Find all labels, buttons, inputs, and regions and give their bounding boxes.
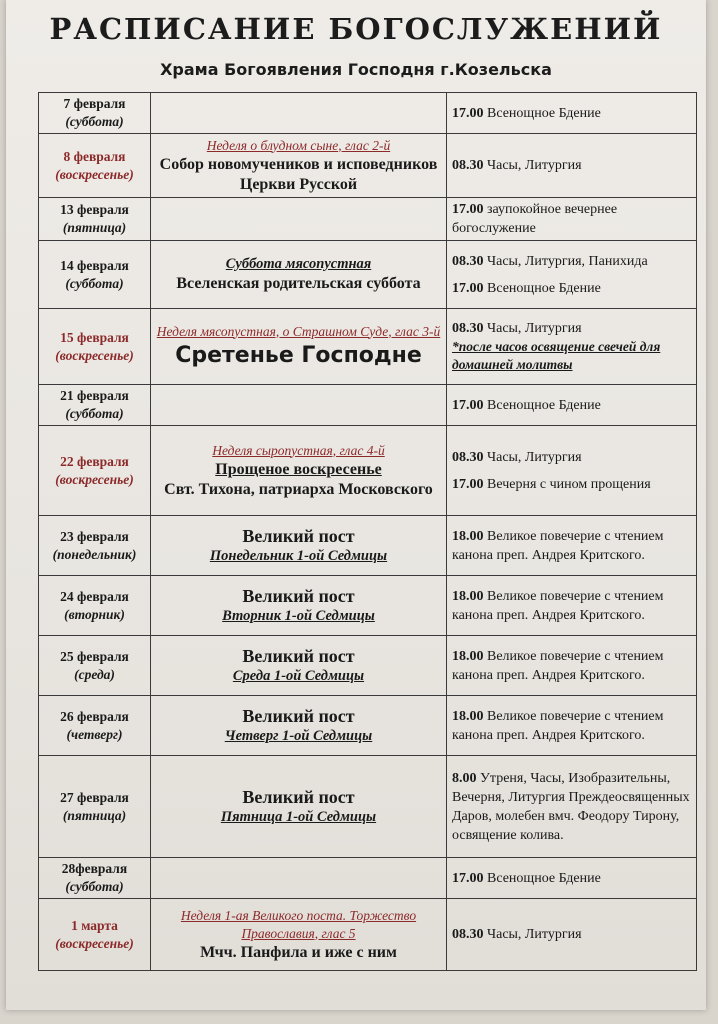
day-cell <box>151 198 447 241</box>
service <box>452 869 691 888</box>
service <box>452 527 691 565</box>
service-text: Утреня, Часы, Изобразительны, Вечерня, Литургия Преждеосвященных Даров, молебен вмч. Феодору Тирону, освящение колива. <box>452 770 690 843</box>
weekday: (суббота) <box>65 879 124 894</box>
service-time: 17.00 <box>452 105 484 121</box>
date-cell <box>39 858 151 899</box>
weekday: (вторник) <box>64 606 125 622</box>
service-time: 17.00 <box>452 476 484 492</box>
schedule-sheet <box>6 0 706 1010</box>
sunday-note: Неделя 1-ая Великого поста. Торжество Православия, глас 5 <box>180 907 417 941</box>
service-text: Великое повечерие с чтением канона преп. Андрея Критского. <box>452 588 664 623</box>
services-cell <box>447 756 697 858</box>
date-cell <box>39 516 151 576</box>
service <box>452 156 691 175</box>
day-note: Четверг 1-ой Седмицы <box>224 728 373 744</box>
lent-title: Великий пост <box>242 787 355 807</box>
services-cell <box>447 576 697 636</box>
day-note: Понедельник 1-ой Седмицы <box>209 548 388 564</box>
sunday-note: Неделя сыропустная, глас 4-й <box>212 442 385 458</box>
weekday: (воскресенье) <box>55 471 134 487</box>
service-text: Великое повечерие с чтением канона преп. Андрея Критского. <box>452 708 664 743</box>
service-text: Часы, Литургия <box>487 927 582 942</box>
service-text: Великое повечерие с чтением канона преп. Андрея Критского. <box>452 528 664 563</box>
weekday: (пятница) <box>62 807 127 823</box>
service-time: 18.00 <box>452 528 484 544</box>
service-time: 18.00 <box>452 648 484 664</box>
date: 1 марта <box>71 917 118 933</box>
day-cell <box>151 241 447 309</box>
table-row <box>39 636 697 696</box>
sunday-note: Неделя мясопустная, о Страшном Суде, глас 3-й <box>156 323 441 339</box>
sunday-note: Неделя о блудном сыне, глас 2-й <box>206 137 391 153</box>
service-time: 18.00 <box>452 588 484 604</box>
service-time: 18.00 <box>452 708 484 724</box>
service-time: 17.00 <box>452 202 484 217</box>
service <box>452 769 691 845</box>
lent-title: Великий пост <box>242 586 355 606</box>
weekday: (понедельник) <box>52 546 137 562</box>
service-text: Часы, Литургия <box>487 321 582 336</box>
services-cell <box>447 198 697 241</box>
service-time: 08.30 <box>452 158 484 173</box>
service-time: 08.30 <box>452 321 484 336</box>
table-row <box>39 696 697 756</box>
service-text: Всенощное Бдение <box>487 870 601 886</box>
day-cell <box>151 385 447 426</box>
service-time: 08.30 <box>452 449 484 465</box>
date: 13 февраля <box>60 202 129 217</box>
page-title: РАСПИСАНИЕ БОГОСЛУЖЕНИЙ <box>49 12 663 46</box>
service-time: 08.30 <box>452 927 484 942</box>
services-cell <box>447 636 697 696</box>
page-subtitle: Храма Богоявления Господня г.Козельска <box>160 60 552 79</box>
services-cell <box>447 696 697 756</box>
weekday: (четверг) <box>66 726 123 742</box>
feast-title: Собор новомучеников и исповедников Церкви Русской <box>159 155 438 193</box>
date: 28февраля <box>61 861 128 876</box>
date-cell <box>39 899 151 971</box>
service <box>452 647 691 685</box>
date-cell <box>39 756 151 858</box>
table-row <box>39 899 697 971</box>
weekday: (суббота) <box>65 275 124 291</box>
service-text: Всенощное Бдение <box>487 105 601 121</box>
date-cell <box>39 198 151 241</box>
table-row <box>39 198 697 241</box>
day-note: Суббота мясопустная <box>225 256 372 272</box>
date: 24 февраля <box>60 588 129 604</box>
day-note: Среда 1-ой Седмицы <box>232 668 365 684</box>
date-cell <box>39 309 151 385</box>
date-cell <box>39 93 151 134</box>
day-note: Пятница 1-ой Седмицы <box>220 809 377 825</box>
date: 25 февраля <box>60 648 129 664</box>
day-cell <box>151 636 447 696</box>
service <box>452 707 691 745</box>
date-cell <box>39 241 151 309</box>
table-row <box>39 134 697 198</box>
feast-title: Вселенская родительская суббота <box>176 275 421 292</box>
service-text: Всенощное Бдение <box>487 397 601 413</box>
services-cell <box>447 93 697 134</box>
day-cell <box>151 858 447 899</box>
service-text: Всенощное Бдение <box>487 280 601 296</box>
date: 7 февраля <box>63 96 126 111</box>
table-row <box>39 309 697 385</box>
day-cell <box>151 756 447 858</box>
service <box>452 200 691 238</box>
service <box>452 279 691 298</box>
service-note: *после часов освящение свечей для домашней молитвы <box>452 339 661 372</box>
date: 21 февраля <box>60 388 129 403</box>
weekday: (суббота) <box>65 406 124 421</box>
service <box>452 104 691 123</box>
day-cell <box>151 516 447 576</box>
table-row <box>39 385 697 426</box>
day-cell <box>151 426 447 516</box>
service-text: Часы, Литургия <box>487 449 582 465</box>
service-time: 08.30 <box>452 253 484 269</box>
day-subtitle: Прощеное воскресенье <box>215 460 382 478</box>
day-cell <box>151 899 447 971</box>
feast-title: Мчч. Панфила и иже с ним <box>200 943 397 961</box>
feast-title: Свт. Тихона, патриарха Московского <box>164 480 433 498</box>
date-cell <box>39 426 151 516</box>
service <box>452 475 691 494</box>
date-cell <box>39 385 151 426</box>
day-cell <box>151 309 447 385</box>
weekday: (пятница) <box>62 220 127 235</box>
service-text: Великое повечерие с чтением канона преп. Андрея Критского. <box>452 648 664 683</box>
service <box>452 319 691 338</box>
service-time: 17.00 <box>452 280 484 296</box>
service <box>452 252 691 271</box>
table-row <box>39 241 697 309</box>
service-text: Вечерня с чином прощения <box>487 476 651 492</box>
table-row <box>39 576 697 636</box>
table-row <box>39 426 697 516</box>
service-time: 8.00 <box>452 770 477 786</box>
date-cell <box>39 636 151 696</box>
services-cell <box>447 858 697 899</box>
weekday: (воскресенье) <box>55 935 134 951</box>
service <box>452 587 691 625</box>
date: 27 февраля <box>60 789 129 805</box>
services-cell <box>447 241 697 309</box>
date: 22 февраля <box>60 453 129 469</box>
services-cell <box>447 426 697 516</box>
table-row <box>39 858 697 899</box>
weekday: (среда) <box>74 666 115 682</box>
service <box>452 396 691 415</box>
services-cell <box>447 309 697 385</box>
date: 14 февраля <box>60 257 129 273</box>
schedule-table <box>38 92 697 971</box>
date: 8 февраля <box>63 148 126 164</box>
services-cell <box>447 385 697 426</box>
date: 15 февраля <box>60 329 129 345</box>
service <box>452 448 691 467</box>
weekday: (воскресенье) <box>55 347 134 363</box>
date-cell <box>39 576 151 636</box>
services-cell <box>447 134 697 198</box>
services-cell <box>447 899 697 971</box>
day-note: Вторник 1-ой Седмицы <box>222 608 375 624</box>
great-feast-title: Сретенье Господне <box>175 342 422 368</box>
table-row <box>39 756 697 858</box>
date: 23 февраля <box>60 528 129 544</box>
lent-title: Великий пост <box>242 646 355 666</box>
service-time: 17.00 <box>452 397 484 413</box>
service-time: 17.00 <box>452 870 484 886</box>
day-cell <box>151 134 447 198</box>
day-cell <box>151 576 447 636</box>
service-text: заупокойное вечернее богослужение <box>452 202 618 236</box>
day-cell <box>151 696 447 756</box>
day-cell <box>151 93 447 134</box>
service <box>452 925 691 944</box>
lent-title: Великий пост <box>242 526 355 546</box>
date: 26 февраля <box>60 708 129 724</box>
service-text: Часы, Литургия, Панихида <box>487 253 648 269</box>
date-cell <box>39 134 151 198</box>
weekday: (суббота) <box>65 114 124 129</box>
weekday: (воскресенье) <box>55 166 134 182</box>
date-cell <box>39 696 151 756</box>
service-text: Часы, Литургия <box>487 158 582 173</box>
table-row <box>39 93 697 134</box>
table-row <box>39 516 697 576</box>
lent-title: Великий пост <box>242 706 355 726</box>
services-cell <box>447 516 697 576</box>
